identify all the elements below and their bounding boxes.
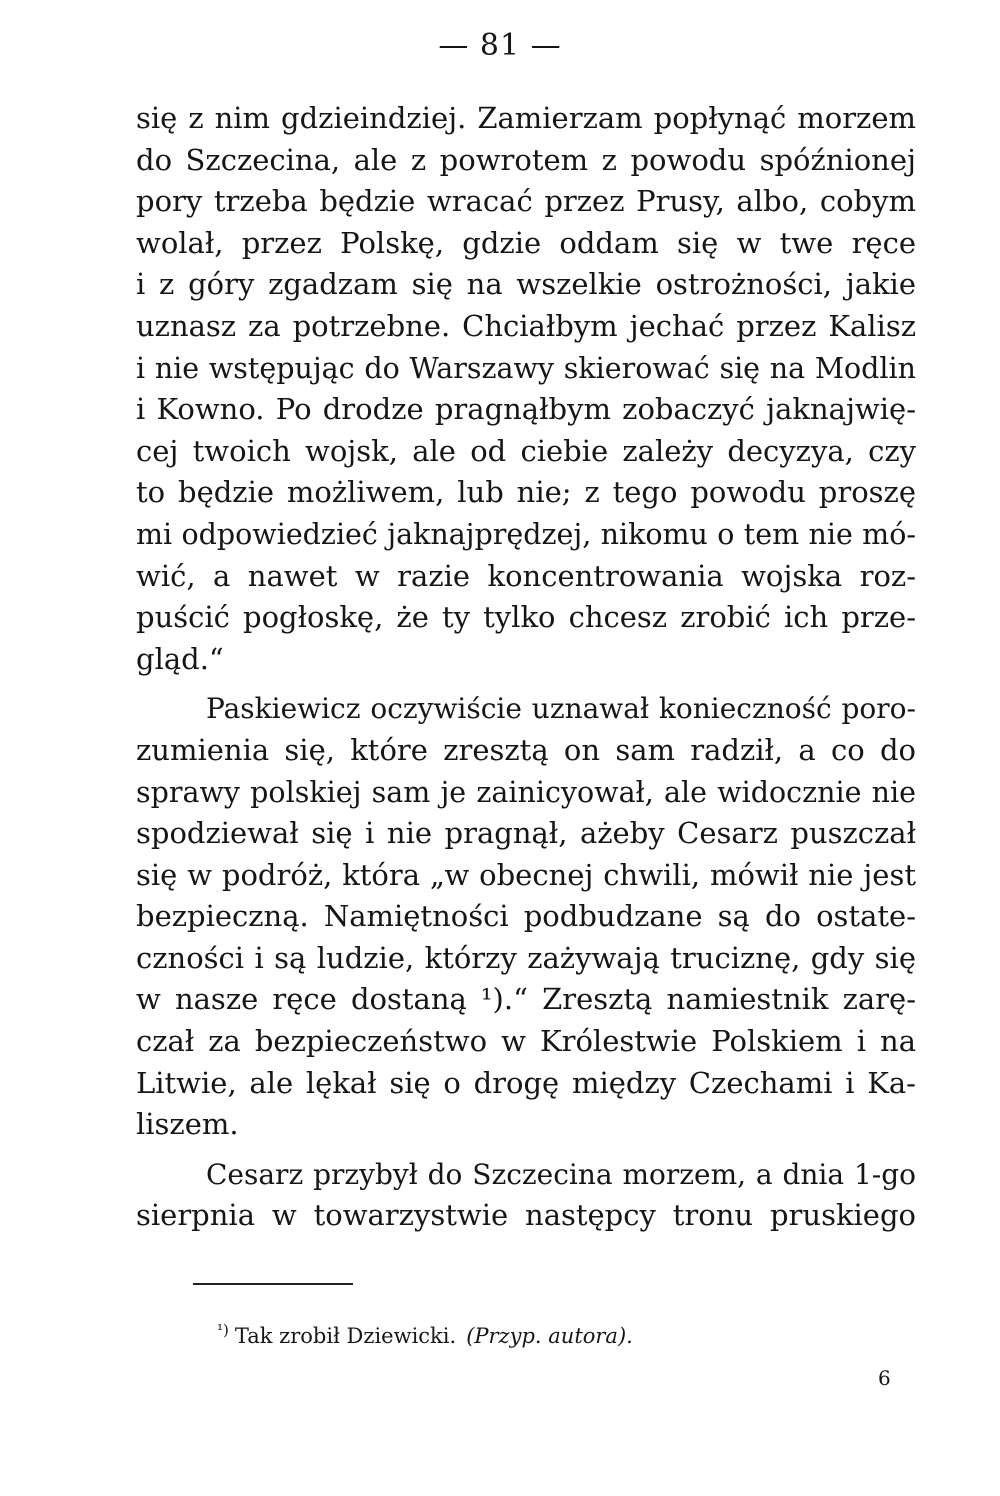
footnote-attribution: (Przyp. autora). (466, 1324, 633, 1348)
text-line: sierpnia w towarzystwie następcy tronu pruskiego (136, 1198, 916, 1233)
page-number: — 81 — (438, 28, 562, 63)
text-line: w nasze ręce dostaną ¹).“ Zresztą namiestnik zarę- (136, 982, 916, 1017)
text-line: gląd.“ (136, 641, 224, 676)
text-line: czał za bezpieczeństwo w Królestwie Polskiem i na (136, 1024, 916, 1059)
text-line: uznasz za potrzebne. Chciałbym jechać przez Kalisz (136, 308, 916, 343)
footnote-marker: ¹) (217, 1321, 229, 1339)
text-line: cej twoich wojsk, ale od ciebie zależy decyzya, czy (136, 433, 916, 468)
body-text (136, 98, 916, 1237)
paragraph-3 (136, 1154, 916, 1237)
text-line: bezpieczną. Namiętności podbudzane są do ostate- (136, 899, 916, 934)
signature-mark: 6 (878, 1366, 891, 1390)
text-line: się w podróż, która „w obecnej chwili, mówił nie jest (136, 857, 916, 892)
footnote-divider (193, 1283, 353, 1285)
text-line: i nie wstępując do Warszawy skierować się na Modlin (136, 351, 916, 385)
text-line: Litwie, ale lękał się o drogę między Czechami i Ka- (136, 1065, 916, 1100)
text-line: pory trzeba będzie wracać przez Prusy, albo, cobym (136, 184, 916, 219)
text-line: wolał, przez Polskę, gdzie oddam się w twe ręce (136, 225, 916, 260)
text-line: i Kowno. Po drodze pragnąłbym zobaczyć jaknajwię- (136, 392, 916, 427)
text-line: sprawy polskiej sam je zainicyował, ale widocznie nie (136, 775, 916, 809)
footnote (217, 1321, 633, 1348)
text-line: Cesarz przybył do Szczecina morzem, a dnia 1-go (206, 1157, 916, 1191)
paragraph-1 (136, 98, 916, 680)
text-line: wić, a nawet w razie koncentrowania wojska roz- (136, 558, 916, 593)
text-line: się z nim gdzieindziej. Zamierzam popłynąć morzem (136, 101, 916, 135)
text-line: mi odpowiedzieć jaknajprędzej, nikomu o tem nie mó- (136, 517, 916, 551)
footnote-text: Tak zrobił Dziewicki. (234, 1324, 457, 1348)
paragraph-2 (136, 688, 916, 1146)
text-line: zumienia się, które zresztą on sam radził, a co do (136, 732, 916, 767)
text-line: puścić pogłoskę, że ty tylko chcesz zrobić ich prze- (136, 600, 916, 635)
text-line: czności i są ludzie, którzy zażywają truciznę, gdy się (136, 940, 916, 975)
text-line: liszem. (136, 1107, 239, 1142)
text-line: spodziewał się i nie pragnął, ażeby Cesarz puszczał (136, 816, 916, 851)
text-line: to będzie możliwem, lub nie; z tego powodu proszę (136, 475, 916, 510)
text-line: Paskiewicz oczywiście uznawał konieczność poro- (206, 692, 916, 726)
text-line: i z góry zgadzam się na wszelkie ostrożności, jakie (136, 267, 916, 302)
text-line: do Szczecina, ale z powrotem z powodu spóźnionej (136, 142, 916, 177)
